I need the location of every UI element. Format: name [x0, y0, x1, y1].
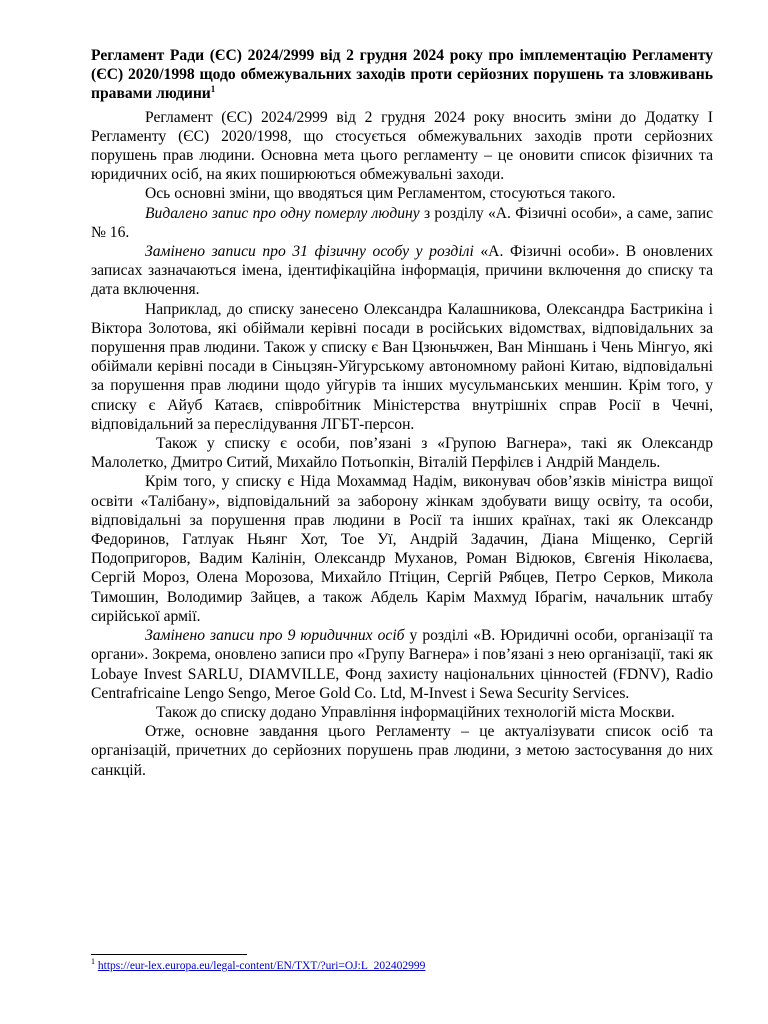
paragraph-replaced-persons-text: «A. Фізичні особи». В оновлених записах зазначаються імена, ідентифікаційна інформація, причини включення до списку та дата включення.: [91, 243, 713, 299]
paragraph-replaced-entities: [91, 626, 713, 703]
paragraph-moscow-it: Також до списку додано Управління інформаційних технологій міста Москви.: [156, 703, 675, 721]
footnote-mark: 1: [91, 957, 95, 967]
paragraph-other-persons: Крім того, у списку є Ніда Мохаммад Надім, виконувач обов’язків міністра вищої освіти «Талібану», відповідальний за заборону жінкам здобувати вищу освіту, та особи, відповідальні за порушення прав людини в Росії та інших країнах, такі як Олександр Федоринов, Гатлуак Ньянг Хот, Тое Уї, Андрій Задачин, Діана Міщенко, Сергій Подопригоров, Вадим Калінін, Олександр Муханов, Роман Відюков, Євгенія Ніколаєва, Сергій Мороз, Олена Морозова, Михайло Птіцин, Сергій Рябцев, Петро Серков, Микола Тимошин, Володимир Зайцев, а також Абдель Карім Махмуд Ібрагім, начальник штабу сирійської армії.: [91, 473, 713, 625]
paragraph-examples: Наприклад, до списку занесено Олександра Калашникова, Олександра Бастрикіна і Віктора Золотова, які обіймали керівні посади в російських відомствах, відповідальних за порушення прав людини. Також у списку є Ван Цзюньчжен, Ван Міншань і Чень Мінгуо, які обіймали керівні посади в Сіньцзян-Уйгурському автономному районі Китаю, відповідальні за порушення прав людини щодо уйгурів та інших мусульманських меншин. Крім того, у списку є Айуб Катаєв, співробітник Міністерства внутрішніх справ Росії в Чечні, відповідальний за переслідування ЛГБТ-персон.: [91, 300, 713, 433]
emphasis-replaced-entities: Замінено записи про 9 юридичних осіб: [145, 627, 405, 645]
document-title: [91, 46, 713, 104]
paragraph-replaced-persons: [91, 242, 713, 300]
emphasis-removed: Видалено запис про одну померлу людину: [145, 204, 420, 222]
footnote: [91, 959, 713, 973]
paragraph-removed-text: з розділу «A. Фізичні особи», а саме, запис № 16.: [91, 204, 714, 241]
paragraph-replaced-entities-text: у розділі «B. Юридичні особи, організації та органи». Зокрема, оновлено записи про «Групу Вагнера» і пов’язані з нею організації, такі як Lobaye Invest SARLU, DIAMVILLE, Фонд захисту національних цінностей (FDNV), Radio Centrafricaine Lengo Sengo, Meroe Gold Co. Ltd, M-Invest і Sewa Security Services.: [91, 627, 713, 702]
title-footnote-mark: 1: [210, 84, 216, 95]
paragraph-conclusion: Отже, основне завдання цього Регламенту – це актуалізувати список осіб та організацій, причетних до серйозних порушень прав людини, з метою застосування до них санкцій.: [91, 723, 713, 779]
title-text: Регламент Ради (ЄС) 2024/2999 від 2 грудня 2024 року про імплементацію Регламенту (ЄС) 2020/1998 щодо обмежувальних заходів проти серйозних порушень та зловживань правами людини: [91, 47, 713, 103]
emphasis-replaced-persons: Замінено записи про 31 фізичну особу у розділі: [145, 243, 474, 261]
paragraph-removed-entry: [91, 204, 713, 242]
paragraph-wagner-persons: Також у списку є особи, пов’язані з «Групою Вагнера», такі як Олександр Малолетко, Дмитро Ситий, Михайло Потьопкін, Віталій Перфілєв і Андрій Мандель.: [91, 435, 713, 472]
footnote-link[interactable]: https://eur-lex.europa.eu/legal-content/EN/TXT/?uri=OJ:L_202402999: [97, 960, 426, 972]
paragraph-intro: Регламент (ЄС) 2024/2999 від 2 грудня 2024 року вносить зміни до Додатку I Регламенту (ЄС) 2020/1998, що стосується обмежувальних заходів проти серйозних порушень прав людини. Основна мета цього регламенту – це оновити список фізичних та юридичних осіб, на яких поширюються обмежувальні заходи.: [91, 108, 713, 184]
paragraph-changes-lead: Ось основні зміни, що вводяться цим Регламентом, стосуються такого.: [145, 185, 616, 203]
footnote-separator: [91, 954, 247, 955]
document-body: [91, 46, 713, 780]
